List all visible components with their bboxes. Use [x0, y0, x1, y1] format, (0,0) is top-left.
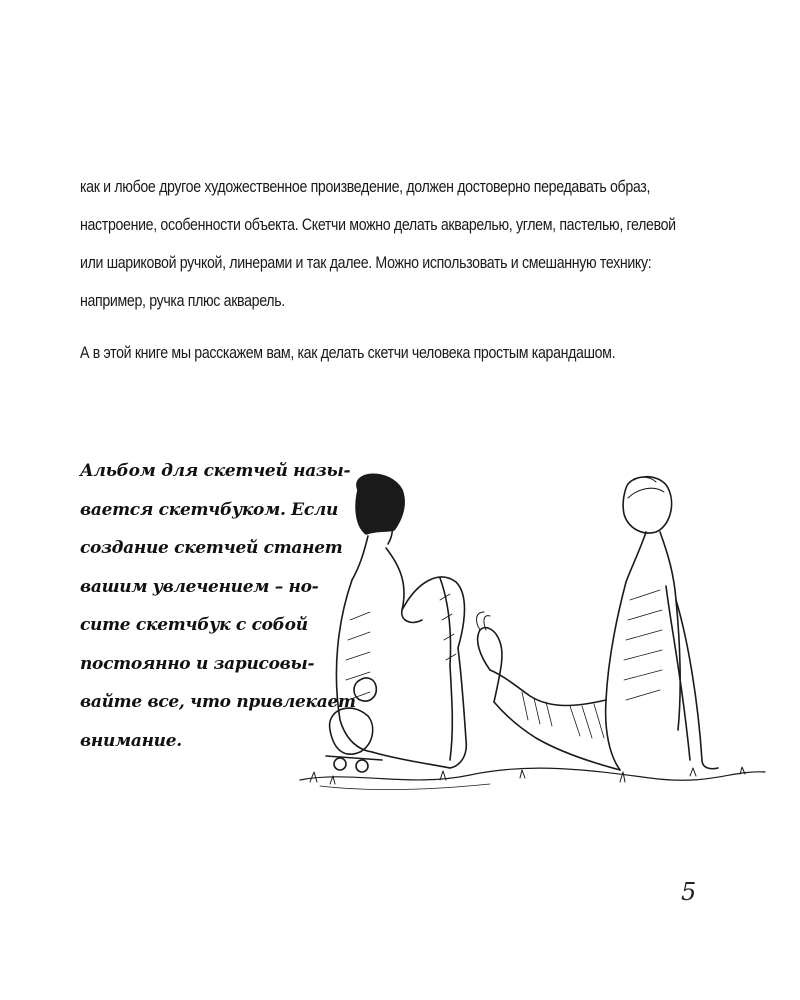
paragraph-1: [80, 168, 720, 320]
body-text: [80, 168, 720, 372]
side-note-line: постоянно и зарисовы-: [80, 653, 315, 674]
two-people-sitting-sketch-icon: [290, 470, 770, 810]
side-note-line: внимание.: [80, 730, 182, 751]
side-note-line: Альбом для скетчей назы-: [80, 461, 351, 481]
body-line-3: или шариковой ручкой, линерами и так далее. Можно использовать и смешанную технику:: [80, 254, 652, 272]
side-note-line: вайте все, что привлекает: [80, 692, 356, 712]
side-note-line: вашим увлечением – но-: [80, 576, 319, 597]
body-line-4: например, ручка плюс акварель.: [80, 292, 285, 310]
side-note-line: вается скетчбуком. Если: [80, 499, 339, 520]
paragraph-2: А в этой книге мы расскажем вам, как делать скетчи человека простым карандашом.: [80, 344, 616, 362]
side-note-line: создание скетчей станет: [80, 538, 343, 558]
side-note-line: сите скетчбук с собой: [80, 615, 308, 635]
body-line-1: как и любое другое художественное произведение, должен достоверно передавать образ,: [80, 178, 651, 196]
body-line-2: настроение, особенности объекта. Скетчи можно делать акварелью, углем, пастелью, гелевой: [80, 216, 676, 234]
page-number: 5: [681, 878, 697, 906]
side-note: [80, 452, 356, 760]
